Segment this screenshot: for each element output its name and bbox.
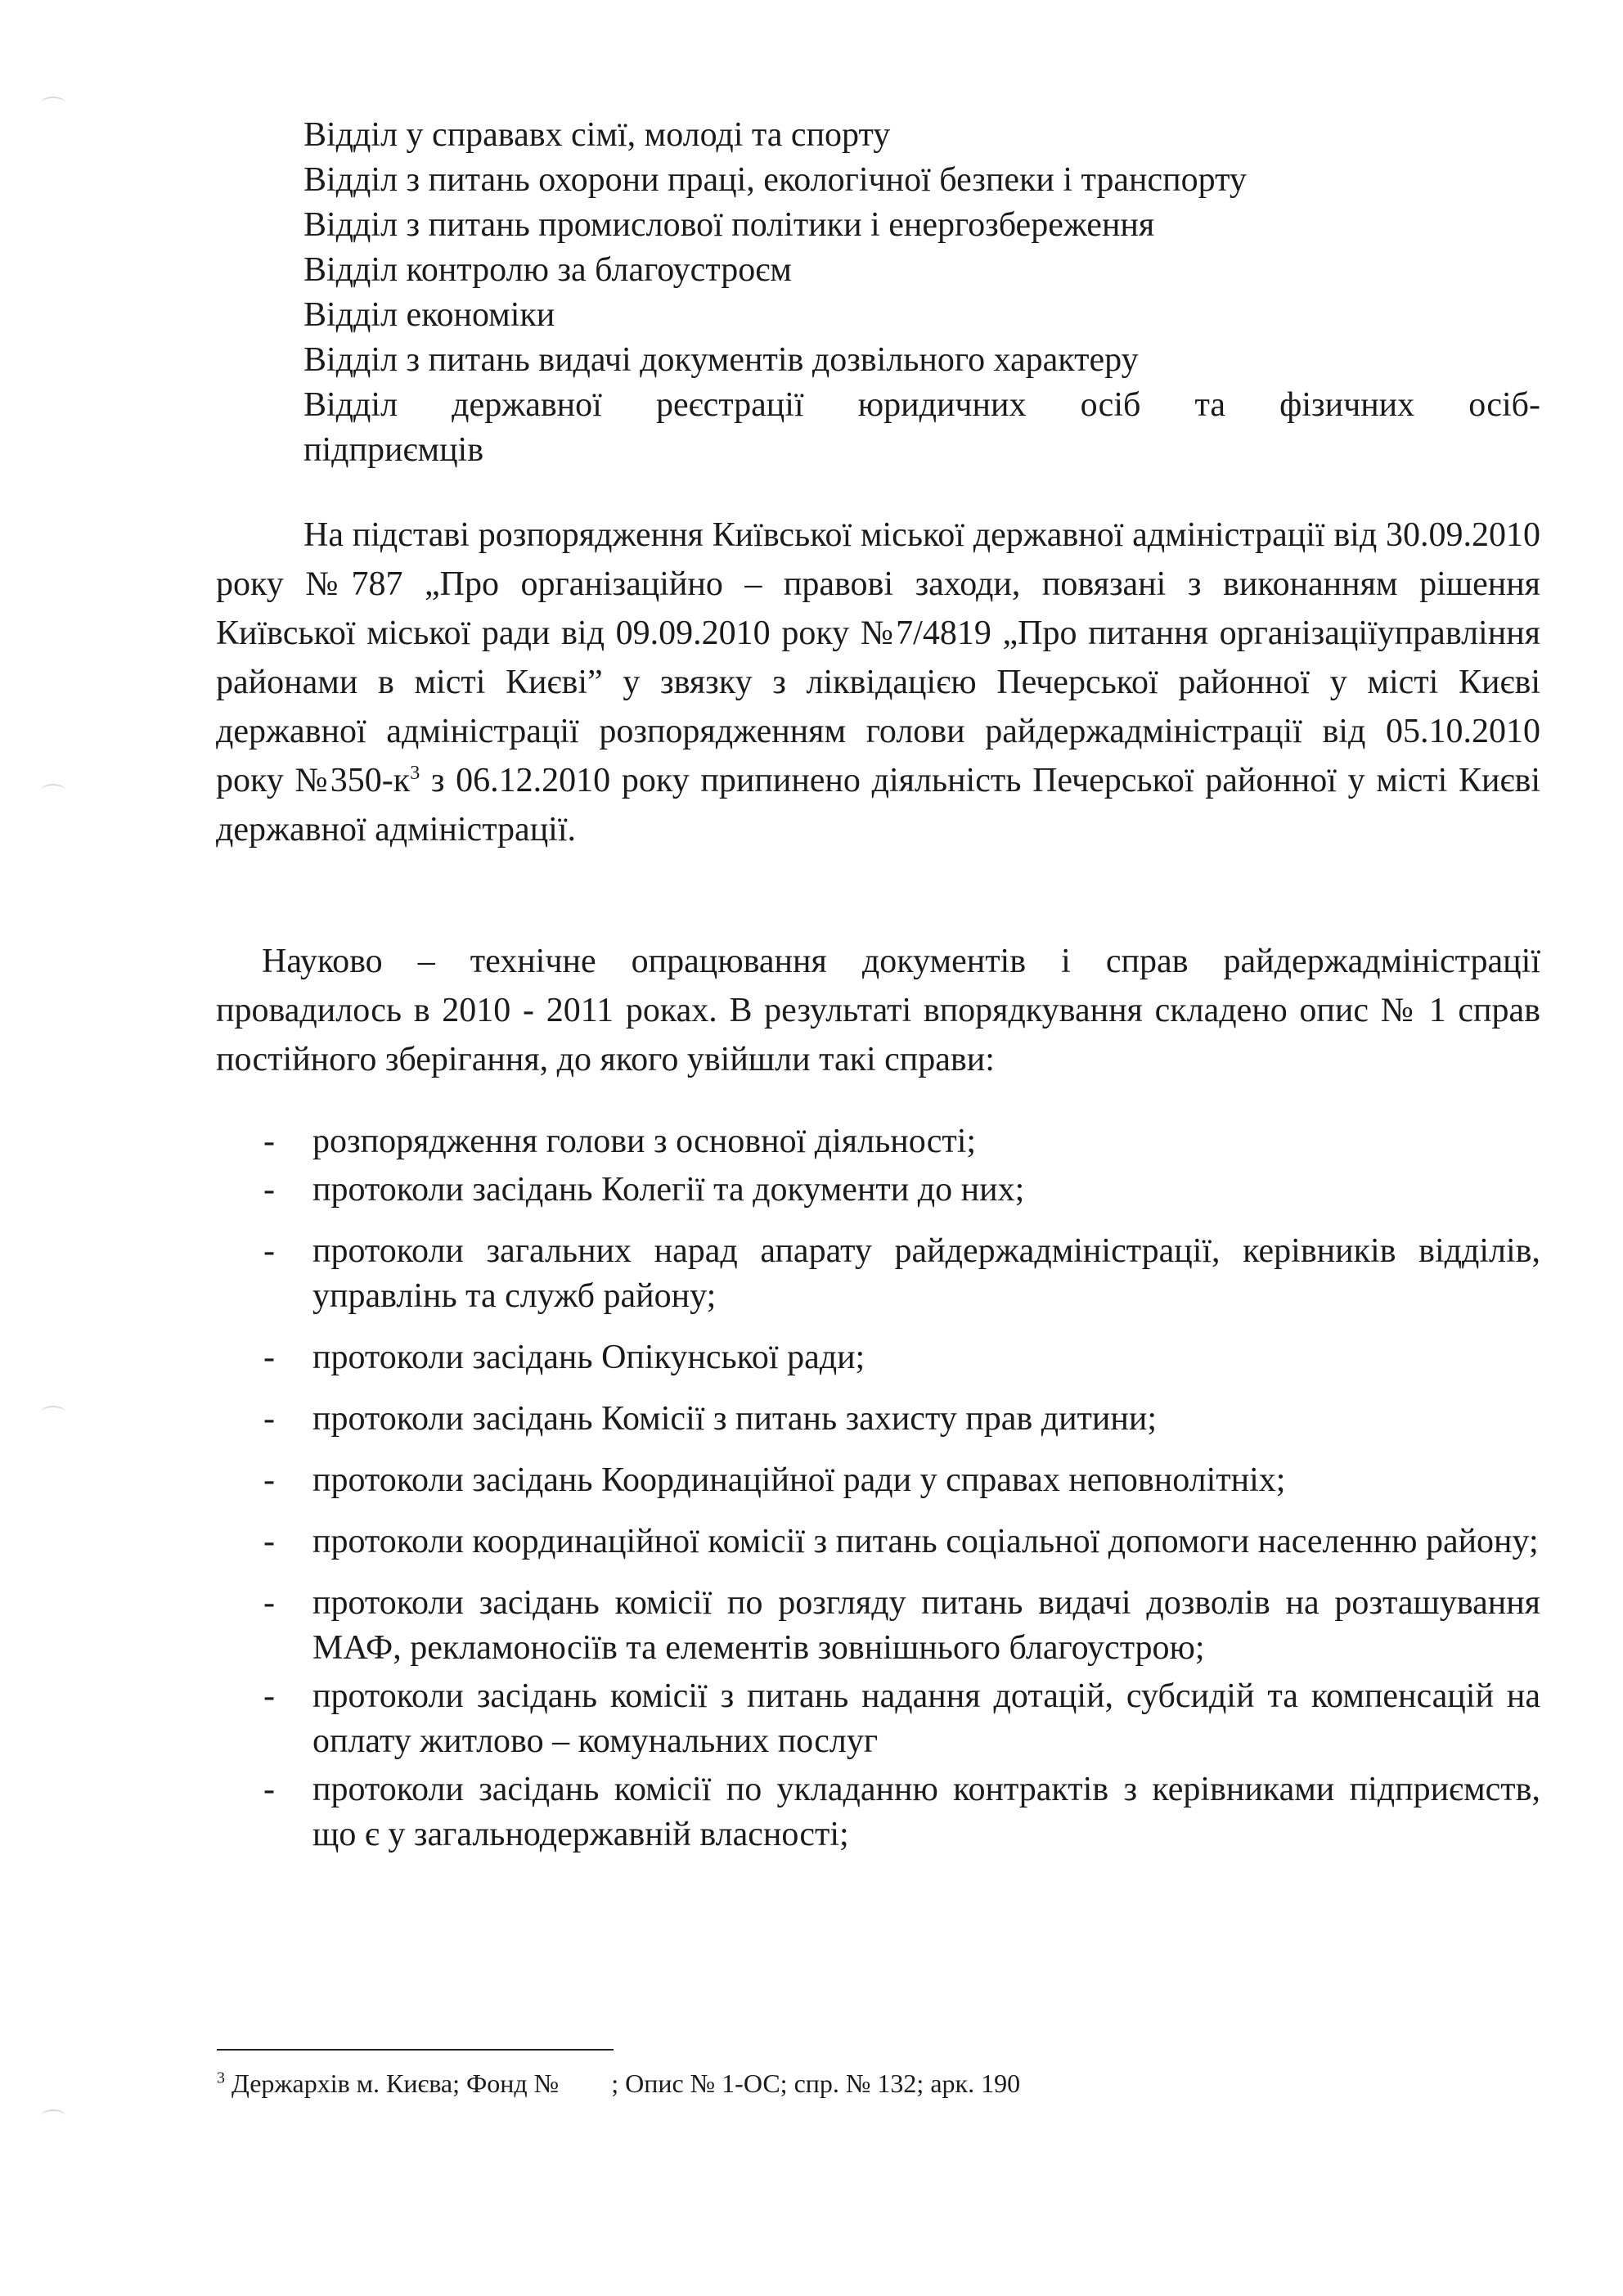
scan-mark (41, 1406, 65, 1419)
liquidation-paragraph-text-end: з 06.12.2010 року припинено діяльність Печерської районної у місті Києві державної адміністрації. (216, 762, 1540, 849)
records-list-item: - протоколи засідань Координаційної ради у справах неповнолітніх; (263, 1458, 1540, 1503)
records-list-item: - протоколи засідань Опікунської ради; (263, 1335, 1540, 1380)
department-item: Відділ контролю за благоустроєм (303, 251, 792, 289)
footnote-reference: 3 (410, 763, 420, 784)
department-item: Відділ державної реєстрації юридичних осіб та фізичних осіб- (303, 386, 1540, 424)
processing-paragraph: Науково – технічне опрацювання документів і справ райдержадміністрації провадилось в 2010 - 2011 роках. В результаті впорядкування складено опис № 1 справ постійного зберігання, до якого увійшли такі справи: (216, 943, 1540, 1078)
department-list (303, 113, 1540, 473)
records-list-item: - протоколи засідань комісії по розгляду питань видачі дозволів на розташування МАФ, рекламоносіїв та елементів зовнішнього благоустрою; (263, 1581, 1540, 1671)
department-item: Відділ з питань видачі документів дозвільного характеру (303, 341, 1139, 379)
footnote-marker: 3 (217, 2069, 225, 2087)
records-list-item: - протоколи засідань Колегії та документи до них; (263, 1168, 1540, 1213)
footnote-text: Держархів м. Києва; Фонд № ; Опис № 1-ОС; спр. № 132; арк. 190 (232, 2069, 1021, 2098)
department-item: Відділ з питань охорони праці, екологічної безпеки і транспорту (303, 161, 1247, 199)
records-list-item: - протоколи загальних нарад апарату райдержадміністрації, керівників відділів, управлінь та служб району; (263, 1229, 1540, 1319)
liquidation-paragraph-text: На підставі розпорядження Київської міської державної адміністрації від 30.09.2010 року №787 „Про організаційно – правові заходи, повязані з виконанням рішення Київської міської ради від 09.09.2010 року №7/4819 „Про питання організаціїуправління районами в місті Києві” у звязку з ліквідацією Печерської районної у місті Києві державної адміністрації розпорядженням голови райдержадміністрації від 05.10.2010 року №350-к (216, 516, 1540, 799)
footnote-divider (217, 2049, 614, 2051)
scan-mark (41, 97, 65, 110)
scan-mark (41, 2109, 65, 2123)
records-list-item: - протоколи засідань комісії з питань надання дотацій, субсидій та компенсацій на оплату житлово – комунальних послуг (263, 1674, 1540, 1764)
footnote (217, 2067, 1020, 2100)
records-list-item: - протоколи координаційної комісії з питань соціальної допомоги населенню району; (263, 1519, 1540, 1564)
department-item: підприємців (303, 431, 484, 469)
records-list-item: - протоколи засідань комісії по укладанню контрактів з керівниками підприємств, що є у загальнодержавній власності; (263, 1767, 1540, 1857)
records-list (263, 1119, 1540, 1861)
department-item: Відділ з питань промислової політики і енергозбереження (303, 206, 1155, 244)
records-list-item: - розпорядження голови з основної діяльності; (263, 1119, 1540, 1164)
scan-mark (41, 784, 65, 797)
department-item: Відділ у справавх сімї, молоді та спорту (303, 116, 891, 154)
records-list-item: - протоколи засідань Комісії з питань захисту прав дитини; (263, 1397, 1540, 1442)
department-item: Відділ економіки (303, 296, 555, 334)
liquidation-paragraph (216, 511, 1540, 854)
